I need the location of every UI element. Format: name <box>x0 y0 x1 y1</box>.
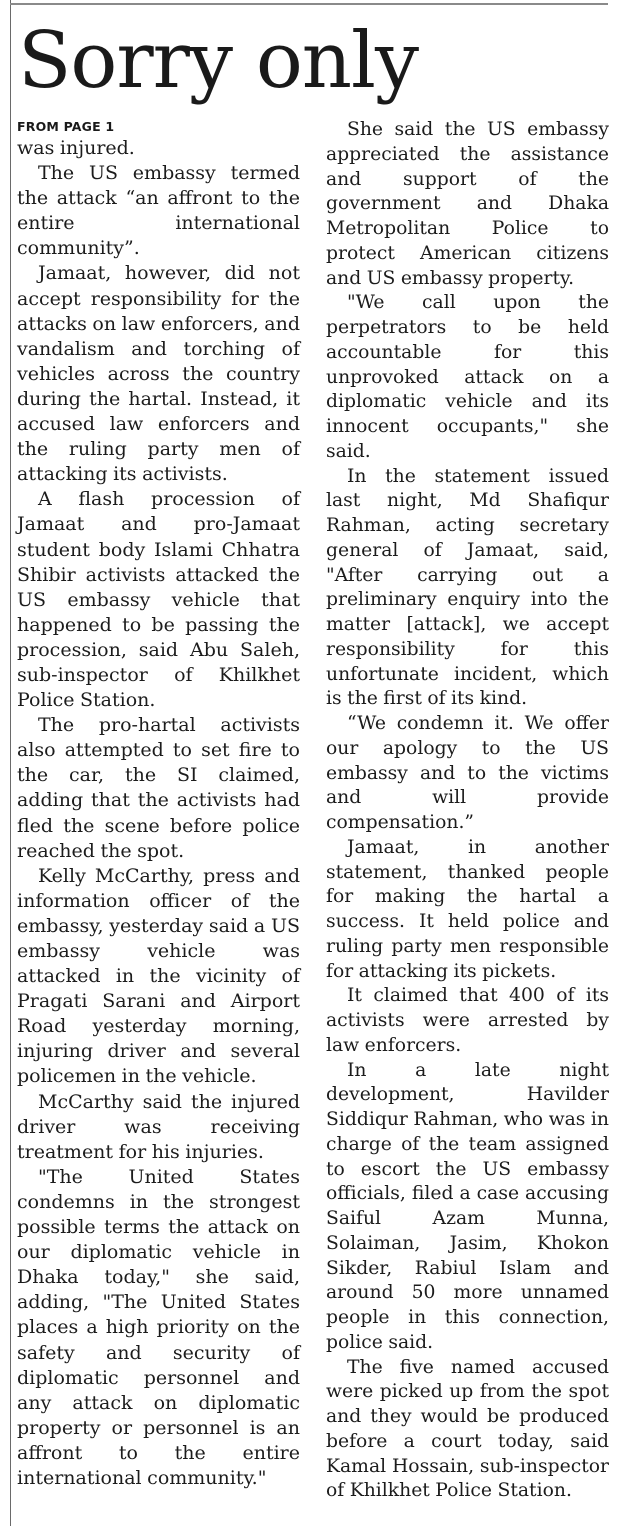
column-rule <box>10 0 11 1526</box>
paragraph: "The United States condemns in the strongest possible terms the attack on our diplomatic vehicle in Dhaka today," she said, adding, "The United States places a high priority on the safety and security of diplomatic personnel and any attack on diplomatic property or personnel is an affront to the entire international community." <box>17 1165 300 1489</box>
paragraph: In the statement issued last night, Md Shafiqur Rahman, acting secretary general of Jamaat, said, "After carrying out a preliminary enquiry into the matter [attack], we accept responsibility for this unfortunate incident, which is the first of its kind. <box>326 465 609 710</box>
paragraph: "We call upon the perpetrators to be held accountable for this unprovoked attack on a diplomatic vehicle and its innocent occupants," she said. <box>326 292 609 462</box>
right-column <box>326 118 609 1504</box>
paragraph: A flash procession of Jamaat and pro-Jamaat student body Islami Chhatra Shibir activists attacked the US embassy vehicle that happened to be passing the procession, said Abu Saleh, sub-inspector of Khilkhet Police Station. <box>17 488 300 712</box>
paragraph: In a late night development, Havilder Siddiqur Rahman, who was in charge of the team assigned to escort the US embassy officials, filed a case accusing Saiful Azam Munna, Solaiman, Jasim, Khokon Sikder, Rabiul Islam and around 50 more unnamed people in this connection, police said. <box>326 1059 609 1353</box>
headline: Sorry only <box>18 16 419 106</box>
top-rule <box>10 3 608 5</box>
paragraph: The US embassy termed the attack “an affront to the entire international community”. <box>17 162 300 260</box>
paragraph: was injured. <box>17 137 135 159</box>
paragraph: The pro-hartal activists also attempted to set fire to the car, the SI claimed, adding that the activists had fled the scene before police reached the spot. <box>17 714 300 862</box>
paragraph: The five named accused were picked up from the spot and they would be produced before a court today, said Kamal Hossain, sub-inspector of Khilkhet Police Station. <box>326 1356 609 1502</box>
paragraph: Jamaat, in another statement, thanked people for making the hartal a success. It held police and ruling party men responsible for attacking its pickets. <box>326 836 609 982</box>
paragraph: She said the US embassy appreciated the assistance and support of the government and Dhaka Metropolitan Police to protect American citizens and US embassy property. <box>326 119 609 289</box>
paragraph: “We condemn it. We offer our apology to the US embassy and to the victims and will provide compensation.” <box>326 713 609 833</box>
paragraph: It claimed that 400 of its activists were arrested by law enforcers. <box>326 985 609 1056</box>
paragraph: Kelly McCarthy, press and information officer of the embassy, yesterday said a US embassy vehicle was attacked in the vicinity of Pragati Sarani and Airport Road yesterday morning, injuring driver and several policemen in the vehicle. <box>17 864 300 1088</box>
paragraph: McCarthy said the injured driver was receiving treatment for his injuries. <box>17 1090 300 1163</box>
kicker: FROM PAGE 1 <box>17 119 115 134</box>
paragraph: Jamaat, however, did not accept responsibility for the attacks on law enforcers, and vandalism and torching of vehicles across the country during the hartal. Instead, it accused law enforcers and the ruling party men of attacking its activists. <box>17 262 300 486</box>
left-column <box>17 118 300 1491</box>
